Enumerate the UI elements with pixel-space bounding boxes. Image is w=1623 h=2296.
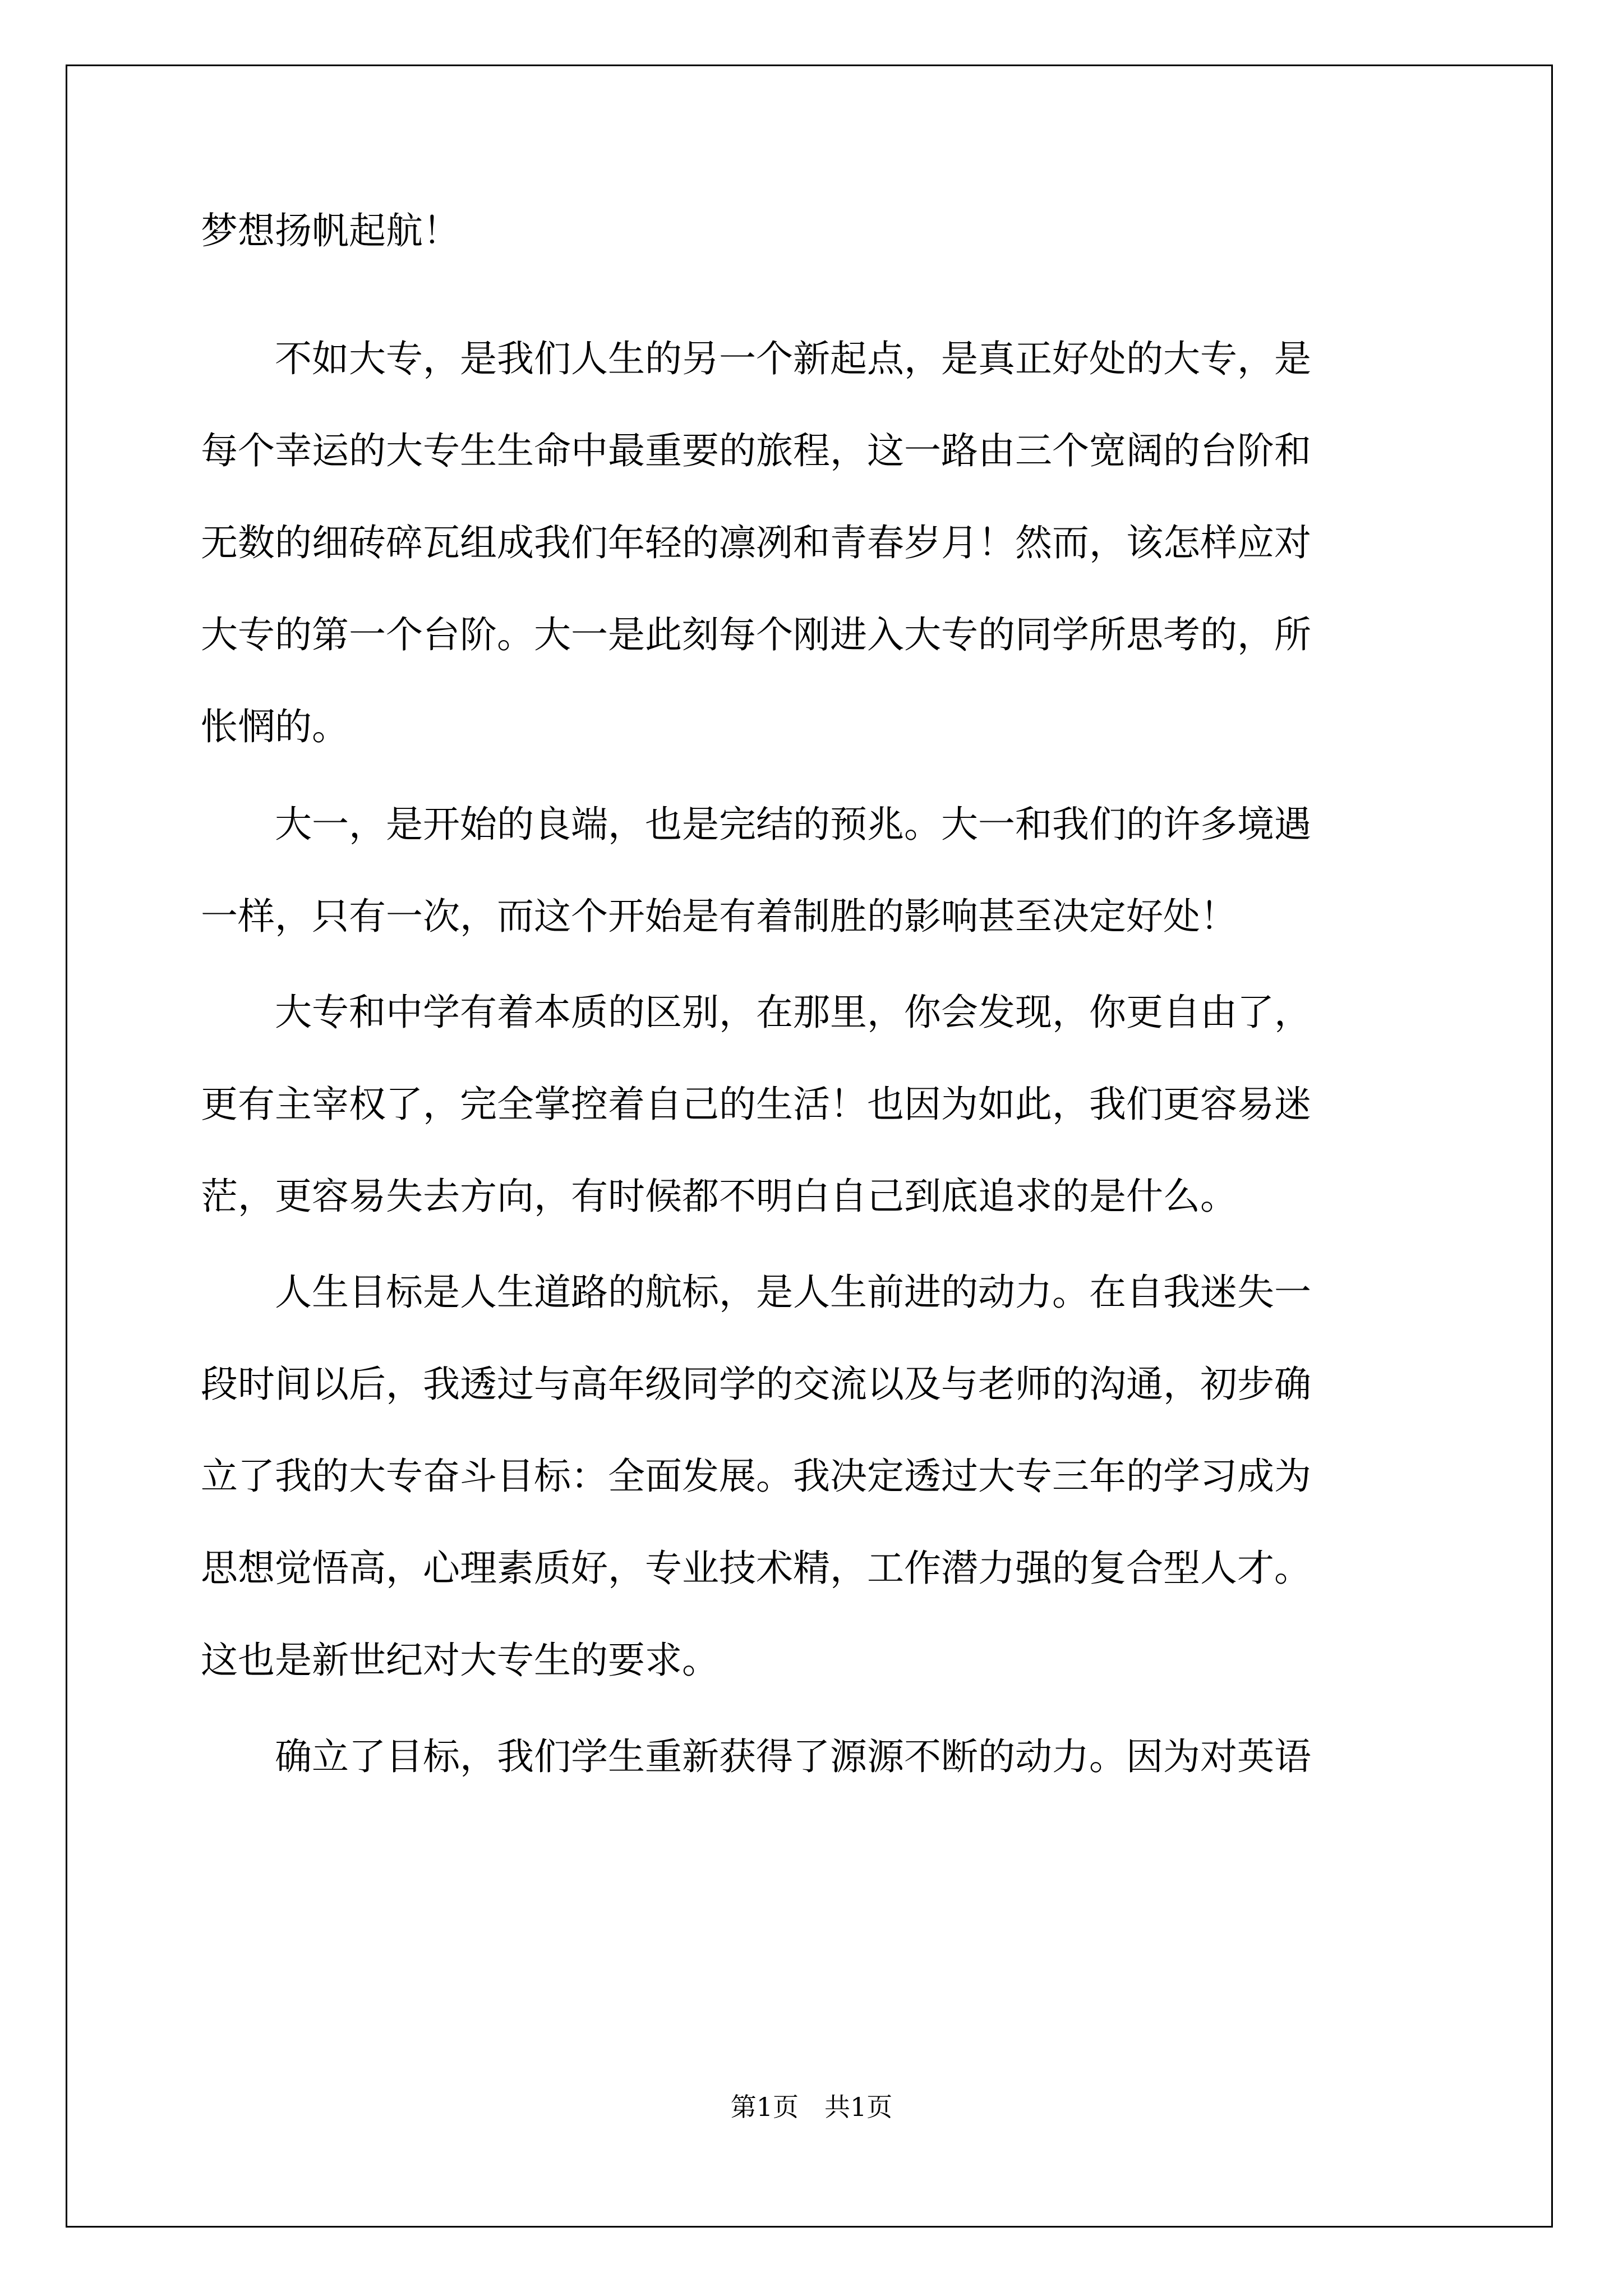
text-line: 怅惘的。	[201, 705, 349, 748]
page-border	[66, 65, 1553, 2228]
page-number: 第1页 共1页	[730, 2092, 893, 2122]
text-line: 梦想扬帆起航！	[201, 209, 460, 252]
text-line: 更有主宰权了，完全掌控着自己的生活！也因为如此，我们更容易迷	[201, 1083, 1311, 1126]
text-line: 无数的细砖碎瓦组成我们年轻的凛冽和青春岁月！然而，该怎样应对	[201, 521, 1311, 564]
text-line: 茫，更容易失去方向，有时候都不明白自己到底追求的是什么。	[201, 1175, 1237, 1218]
text-line: 思想觉悟高，心理素质好，专业技术精，工作潜力强的复合型人才。	[201, 1547, 1311, 1590]
text-line: 大一，是开始的良端，也是完结的预兆。大一和我们的许多境遇	[201, 803, 1311, 846]
text-line: 一样，只有一次，而这个开始是有着制胜的影响甚至决定好处！	[201, 895, 1237, 938]
text-line: 立了我的大专奋斗目标：全面发展。我决定透过大专三年的学习成为	[201, 1455, 1311, 1498]
text-line: 确立了目标，我们学生重新获得了源源不断的动力。因为对英语	[201, 1735, 1311, 1778]
text-line: 大专的第一个台阶。大一是此刻每个刚进入大专的同学所思考的，所	[201, 613, 1311, 656]
text-line: 大专和中学有着本质的区别，在那里，你会发现，你更自由了，	[201, 991, 1311, 1034]
text-line: 不如大专，是我们人生的另一个新起点，是真正好处的大专，是	[201, 337, 1311, 380]
text-line: 段时间以后，我透过与高年级同学的交流以及与老师的沟通，初步确	[201, 1363, 1311, 1406]
text-line: 人生目标是人生道路的航标，是人生前进的动力。在自我迷失一	[201, 1271, 1311, 1314]
text-line: 这也是新世纪对大专生的要求。	[201, 1639, 719, 1682]
text-line: 每个幸运的大专生生命中最重要的旅程，这一路由三个宽阔的台阶和	[201, 429, 1311, 472]
